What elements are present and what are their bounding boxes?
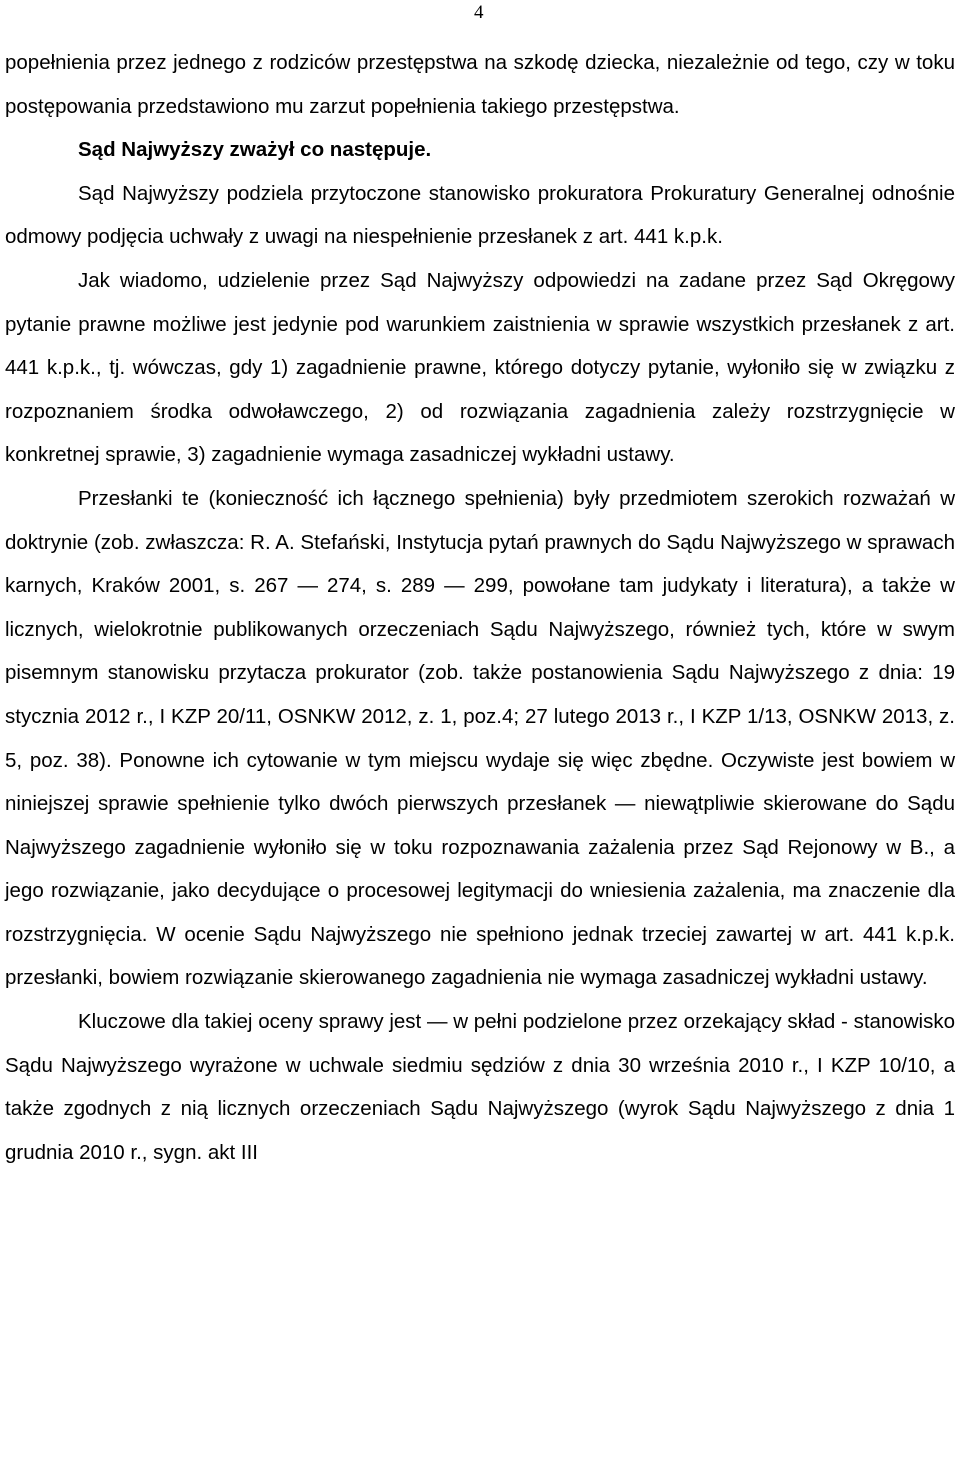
page-number: 4 <box>474 2 484 23</box>
paragraph-continuation: popełnienia przez jednego z rodziców przestępstwa na szkodę dziecka, niezależnie od tego, czy w toku postępowania przedstawiono mu zarzut popełnienia takiego przestępstwa. <box>5 51 955 118</box>
paragraph: Kluczowe dla takiej oceny sprawy jest — w pełni podzielone przez orzekający skład - stanowisko Sądu Najwyższego wyrażone w uchwale siedmiu sędziów z dnia 30 września 2010 r., I KZP 10/10, a także zgodnych z nią licznych orzeczeniach Sądu Najwyższego (wyrok Sądu Najwyższego z dnia 1 grudnia 2010 r., sygn. akt III <box>5 1010 955 1164</box>
section-heading: Sąd Najwyższy zważył co następuje. <box>78 138 432 162</box>
document-body <box>5 41 955 1174</box>
paragraph: Jak wiadomo, udzielenie przez Sąd Najwyższy odpowiedzi na zadane przez Sąd Okręgowy pytanie prawne możliwe jest jedynie pod warunkiem zaistnienia w sprawie wszystkich przesłanek z art. 441 k.p.k., tj. wówczas, gdy 1) zagadnienie prawne, którego dotyczy pytanie, wyłoniło się w związku z rozpoznaniem środka odwoławczego, 2) od rozwiązania zagadnienia zależy rozstrzygnięcie w konkretnej sprawie, 3) zagadnienie wymaga zasadniczej wykładni ustawy. <box>5 268 955 467</box>
paragraph: Sąd Najwyższy podziela przytoczone stanowisko prokuratora Prokuratury Generalnej odnośnie odmowy podjęcia uchwały z uwagi na niespełnienie przesłanek z art. 441 k.p.k. <box>5 181 955 249</box>
paragraph: Przesłanki te (konieczność ich łącznego spełnienia) były przedmiotem szerokich rozważań w doktrynie (zob. zwłaszcza: R. A. Stefański, Instytucja pytań prawnych do Sądu Najwyższego w sprawach karnych, Kraków 2001, s. 267 — 274, s. 289 — 299, powołane tam judykaty i literatura), a także w licznych, wielokrotnie publikowanych orzeczeniach Sądu Najwyższego, również tych, które w swym pisemnym stanowisku przytacza prokurator (zob. także postanowienia Sądu Najwyższego z dnia: 19 stycznia 2012 r., I KZP 20/11, OSNKW 2012, z. 1, poz.4; 27 lutego 2013 r., I KZP 1/13, OSNKW 2013, z. 5, poz. 38). Ponowne ich cytowanie w tym miejscu wydaje się więc zbędne. Oczywiste jest bowiem w niniejszej sprawie spełnienie tylko dwóch pierwszych przesłanek — niewątpliwie skierowane do Sądu Najwyższego zagadnienie wyłoniło się w toku rozpoznawania zażalenia przez Sąd Rejonowy w B., a jego rozwiązanie, jako decydujące o procesowej legitymacji do wniesienia zażalenia, ma znaczenie dla rozstrzygnięcia. W ocenie Sądu Najwyższego nie spełniono jednak trzeciej zawartej w art. 441 k.p.k. przesłanki, bowiem rozwiązanie skierowanego zagadnienia nie wymaga zasadniczej wykładni ustawy. <box>5 486 955 990</box>
